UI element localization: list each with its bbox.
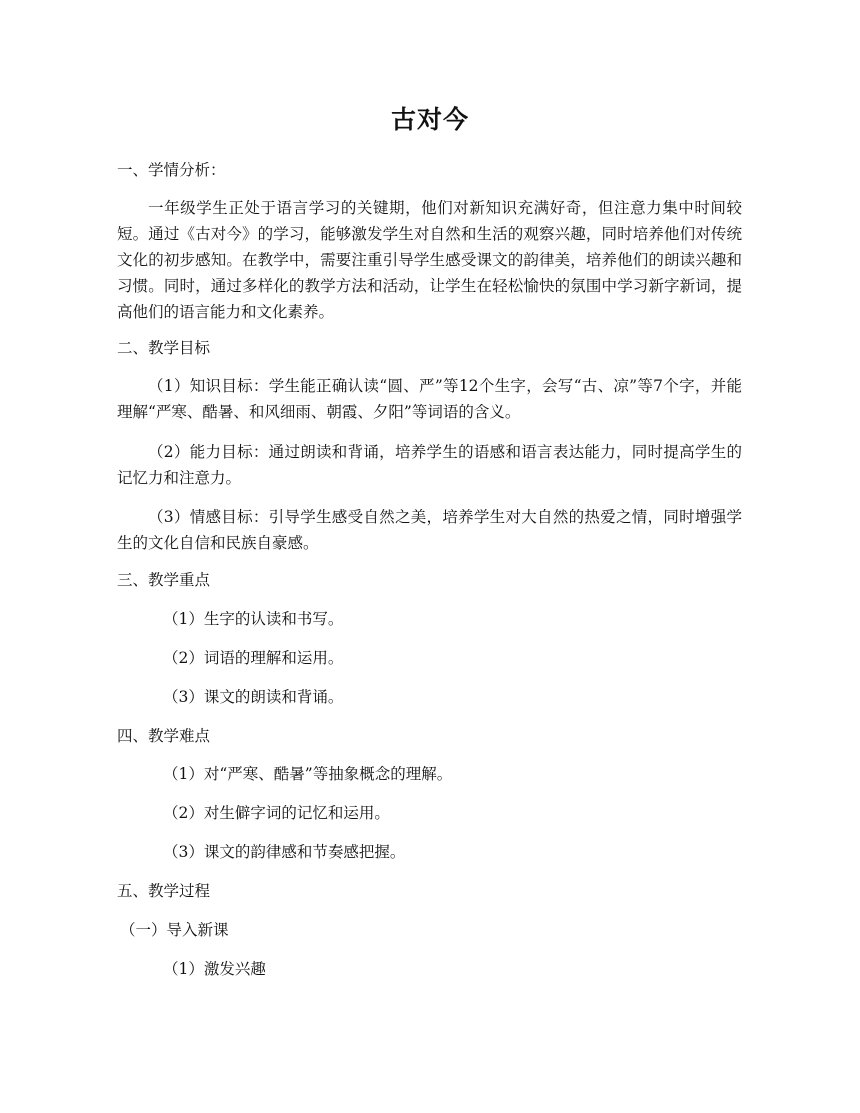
learning-analysis-paragraph: 一年级学生正处于语言学习的关键期，他们对新知识充满好奇，但注意力集中时间较短。通过《古对今》的学习，能够激发学生对自然和生活的观察兴趣，同时培养他们对传统文化的初步感知。在教学中，需要注重引导学生感受课文的韵律美，培养他们的朗读兴趣和习惯。同时，通过多样化的教学方法和活动，让学生在轻松愉快的氛围中学习新字新词，提高他们的语言能力和文化素养。 — [117, 199, 742, 321]
teaching-goal-item: （3）情感目标：引导学生感受自然之美，培养学生对大自然的热爱之情，同时增强学生的文化自信和民族自豪感。 — [117, 508, 742, 552]
key-point-item: （2）词语的理解和运用。 — [163, 649, 344, 667]
section-heading-learning-analysis: 一、学情分析： — [117, 161, 226, 179]
section-heading-teaching-goals: 二、教学目标 — [117, 339, 211, 357]
process-item: （1）激发兴趣 — [163, 960, 266, 978]
key-point-item: （1）生字的认读和书写。 — [163, 610, 344, 628]
sub-heading-introduction: （一）导入新课 — [120, 921, 229, 939]
document-title: 古对今 — [390, 105, 469, 134]
difficulty-item: （1）对“严寒、酷暑”等抽象概念的理解。 — [163, 765, 453, 783]
section-heading-teaching-process: 五、教学过程 — [117, 882, 211, 900]
teaching-goal-item: （1）知识目标：学生能正确认读“圆、严”等12个生字，会写“古、凉”等7个字，并能理解“严寒、酷暑、和风细雨、朝霞、夕阳”等词语的含义。 — [117, 377, 742, 421]
section-heading-key-points: 三、教学重点 — [117, 571, 211, 589]
section-heading-difficulties: 四、教学难点 — [117, 727, 211, 745]
difficulty-item: （2）对生僻字词的记忆和运用。 — [163, 804, 390, 822]
teaching-goal-item: （2）能力目标：通过朗读和背诵，培养学生的语感和语言表达能力，同时提高学生的记忆力和注意力。 — [117, 443, 742, 487]
key-point-item: （3）课文的朗读和背诵。 — [163, 688, 344, 706]
difficulty-item: （3）课文的韵律感和节奏感把握。 — [163, 843, 406, 861]
